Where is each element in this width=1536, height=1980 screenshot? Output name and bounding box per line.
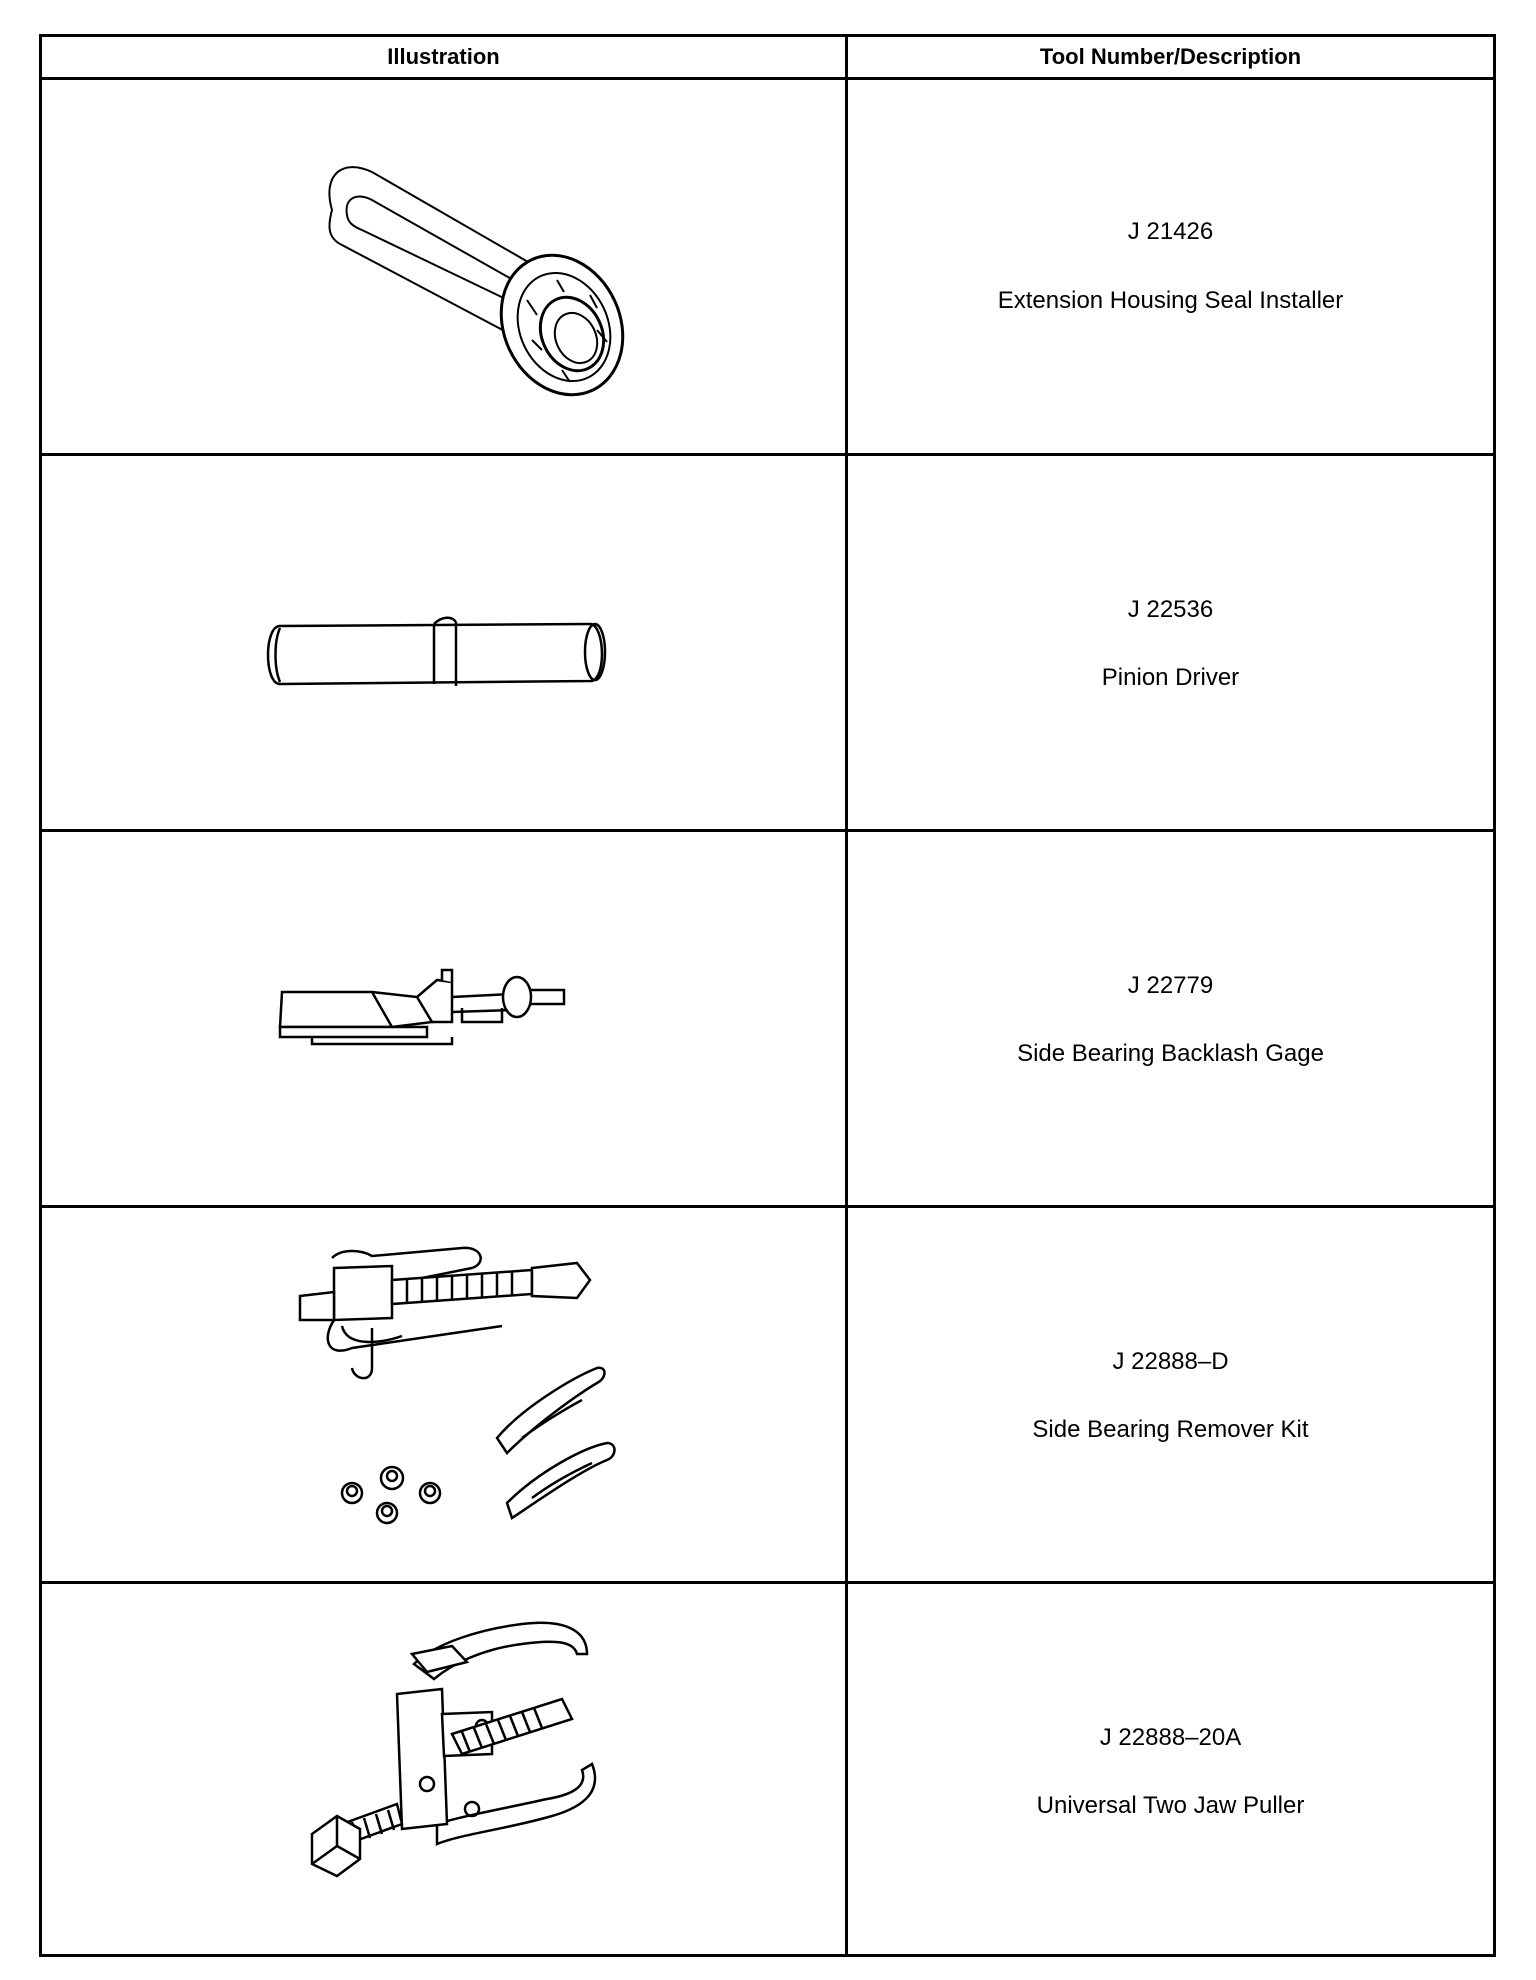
table-row — [42, 80, 1493, 456]
tool-description-cell — [848, 456, 1493, 829]
table-header — [42, 37, 1493, 80]
tool-number: J 22779 — [1127, 972, 1214, 999]
two-jaw-puller-icon — [42, 1584, 845, 1954]
table-row — [42, 1208, 1493, 1584]
tool-description-cell — [848, 80, 1493, 453]
tool-number: J 22888–20A — [1099, 1724, 1242, 1751]
tool-table — [39, 34, 1496, 1957]
tool-description: Side Bearing Remover Kit — [1032, 1416, 1309, 1443]
bearing-remover-kit-icon — [42, 1208, 845, 1581]
header-tool-number-description: Tool Number/Description — [1039, 44, 1302, 69]
tool-number: J 21426 — [1127, 218, 1214, 245]
seal-installer-icon — [42, 80, 845, 453]
header-illustration: Illustration — [387, 44, 500, 69]
backlash-gage-icon — [42, 832, 845, 1205]
table-row — [42, 1584, 1493, 1954]
tool-description-cell — [848, 1584, 1493, 1954]
tool-description: Universal Two Jaw Puller — [1036, 1792, 1305, 1819]
tool-number: J 22888–D — [1112, 1348, 1229, 1375]
table-row — [42, 456, 1493, 832]
tool-description: Extension Housing Seal Installer — [997, 287, 1344, 314]
table-row — [42, 832, 1493, 1208]
tool-description-cell — [848, 1208, 1493, 1581]
pinion-driver-icon — [42, 456, 845, 829]
tool-number: J 22536 — [1127, 596, 1214, 623]
tool-description: Pinion Driver — [1101, 664, 1240, 691]
tool-description-cell — [848, 832, 1493, 1205]
tool-description: Side Bearing Backlash Gage — [1017, 1040, 1324, 1067]
